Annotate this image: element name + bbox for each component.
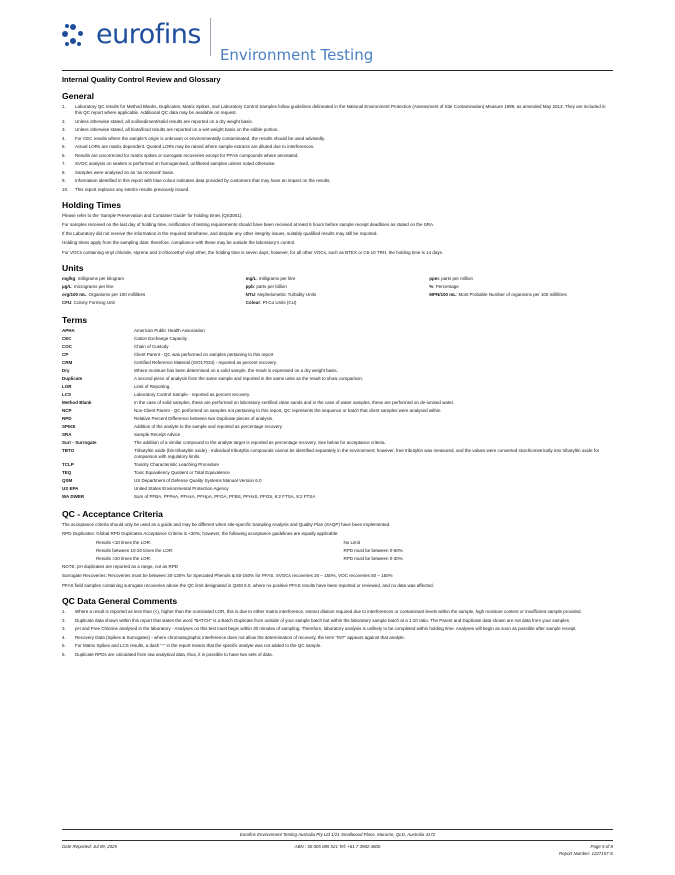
table-row: TCLP Toxicity Characteristic Leaching Procedure <box>62 462 220 468</box>
holding-times-paragraph: For samples received on the last day of holding time, notification of testing requirements should have been received at least 6 hours before sample receipt deadlines as stated on the SRA. <box>62 222 435 228</box>
list-item: 5. Actual LORs are matrix dependent. Quoted LORs may be raised where sample extracts are diluted due to interferences. <box>62 144 315 150</box>
qc-rpd-line: RPD Duplicates: Global RPD Duplicates Acceptance Criteria is <30%; however, the following acceptance guidelines are equally applicable: <box>62 531 339 537</box>
table-row: Duplicate A second piece of analysis from the same sample and reported in the same units as the result to show comparison. <box>62 376 364 382</box>
table-row: WA DWER Sum of PFBA, PFPeA, PFHxA, PFHpA, PFOA, PFBS, PFHxS, PFOS, 6:2 FTSA, 8:2 FTSA <box>62 494 316 500</box>
qc-note: PFAS field samples containing surrogate recoveries above the QC limit designated in QSM 6.0, where no positive PFAS results have been reported or reviewed, and no data was affected. <box>62 582 434 588</box>
table-row: QSM US Department of Defense Quality Systems Manual Version 6.0 <box>62 478 262 484</box>
section-heading-units: Units <box>62 263 84 274</box>
table-row: SPIKE Addition of the analyte to the sample and reported as percentage recovery. <box>62 423 283 429</box>
list-item: 8. Samples were analysed on an 'as received' basis. <box>62 169 175 175</box>
unit-entry: Colour: Pt-Co Units (CU) <box>245 300 297 306</box>
unit-entry: org/100 mL: Organisms per 100 millilitres <box>62 292 146 298</box>
general-list <box>62 104 613 193</box>
table-row: TEQ Toxic Equivalency Quotient or Total Equivalence <box>62 470 230 476</box>
holding-times-paragraph: For VOCs containing vinyl chloride, styrene and 2-chloroethyl vinyl ether, the holding time is seven days; however, for all other VOCs, such as BTEX or C6-10 TRH, the holding time is 14 days. <box>62 249 444 255</box>
list-item: 1. Where a result is reported as less than (<), higher than the nominated LOR, this is due to either matrix interference, extract dilution required due to interferences or contaminant levels within the sample, high moisture content or insufficient sample provided. <box>62 609 582 615</box>
list-item: 1. Laboratory QC results for Method Blanks, Duplicates, Matrix Spikes, and Laboratory Control Samples follow guidelines delineated in the National Environment Protection (Assessment of Site Contamination) Measure 1999, as amended May 2013. They are included in this QC report where applicable. Additional QC data may be available on request. <box>62 104 606 116</box>
qc-note: Surrogate Recoveries: Recoveries must be between 20-130% for Speciated Phenols & 50-150% for PFAS. SVOCs recoveries 20 – 150%, VOC recoveries 50 – 150% <box>62 573 393 579</box>
qc-note: NOTE: pH duplicates are reported as a range, not as RPD <box>62 564 179 570</box>
list-item: 9. Information identified in this report with blue colour indicates data provided by customers that may have an impact on the results. <box>62 178 331 184</box>
table-row: TBTO Tributyltin oxide (bis-tributyltin oxide) - Individual tributyltin compounds cannot be identified separately in the environment; however, free tributyltin was measured, and the values were converted stoichiometrically into tributyltin oxide for comparison with regulatory limits. <box>62 447 600 460</box>
table-row: LCS Laboratory Control Sample - reported as percent recovery. <box>62 392 251 398</box>
footer-spacer-center <box>192 850 483 857</box>
list-item: 5. For Matrix Spikes and LCS results, a dash "-" in the report means that the specific analyte was not added to the QC sample. <box>62 643 322 649</box>
unit-entry: MPN/100 mL: Most Probable Number of organisms per 100 millilitres <box>429 292 567 298</box>
footer-spacer <box>62 850 192 857</box>
holding-times-paragraph: Holding times apply from the sampling date; therefore, compliance with these may be outside the laboratory's control. <box>62 240 296 246</box>
unit-entry: mg/kg: milligrams per kilogram <box>62 276 125 282</box>
table-row: CEC Cation Exchange Capacity <box>62 336 188 342</box>
qc-criteria-row: Results between 10-20 times the LOR: RPD must be between 0-50% <box>96 548 403 554</box>
qc-criteria-row: Results <10 times the LOR: No Limit <box>96 540 361 546</box>
section-heading-qc-acceptance: QC - Acceptance Criteria <box>62 509 163 520</box>
footer-company: Eurofins Environment Testing Australia Pty Ltd 1/21 Smallwood Place, Murarrie, QLD, Australia 4172 <box>239 831 436 837</box>
qc-comments-list <box>62 609 613 658</box>
table-row: US EPA United States Environmental Protection Agency <box>62 486 229 492</box>
unit-entry: NTU: Nephelometric Turbidity Units <box>245 292 317 298</box>
list-item: 7. SVOC analysis on sealers is performed on homogenised, unfiltered samples unless noted otherwise. <box>62 161 276 167</box>
section-heading-general: General <box>62 91 95 101</box>
footer-report-number: Report Number: 1227157-S <box>559 850 613 856</box>
section-heading-terms: Terms <box>62 315 88 326</box>
footer-date-reported: Date Reported: Jul 09, 2025 <box>62 843 117 849</box>
table-row: RPD Relative Percent Difference between two Duplicate pieces of analysis. <box>62 415 274 421</box>
list-item: 3. Unless otherwise stated, all biota/food results are reported on a wet weight basis on the edible portion. <box>62 127 279 133</box>
header-rule <box>62 70 613 71</box>
table-row: Surr - Surrogate The addition of a similar compound to the analyte target is reported as percentage recovery. See below for acceptance criteria. <box>62 439 386 445</box>
list-item: 2. Unless otherwise stated, all soil/sediment/solid results are reported on a dry weight basis. <box>62 118 253 124</box>
table-row: CP Client Parent - QC was performed on samples pertaining to this report <box>62 352 274 358</box>
footer-rule-top <box>62 829 613 830</box>
brand-header <box>62 18 613 66</box>
section-heading-qc-comments: QC Data General Comments <box>62 596 178 607</box>
table-row: SRA Sample Receipt Advice <box>62 431 181 437</box>
page-title: Internal Quality Control Review and Glossary <box>62 75 221 84</box>
qc-criteria-row: Results >20 times the LOR: RPD must be between 0-30% <box>96 556 403 562</box>
holding-times-paragraph: Please refer to the 'Sample Preservation and Container Guide' for holding times (QS3001). <box>62 212 243 218</box>
table-row: COC Chain of Custody <box>62 344 169 350</box>
footer-report-row <box>62 850 613 857</box>
brand-tagline: Environment Testing <box>219 46 374 64</box>
list-item: 3. pH and Free Chlorine analysed in the laboratory - Analyses on this test must begin within 30 minutes of sampling. Therefore, laboratory analysis is unlikely to be completed within holding time. Analyses will begin as soon as possible after sample receipt. <box>62 626 577 632</box>
footer-abn: ABN : 50 005 085 521 Tel: +61 7 3902 4600 <box>294 843 381 849</box>
footer-meta-row <box>62 843 613 850</box>
table-row: NCP Non-Client Parent - QC performed on samples not pertaining to this report, QC represents the sequence or batch that client samples were analysed within. <box>62 408 442 413</box>
qc-acceptance-intro: The acceptance criteria should only be used as a guide and may be different when site-specific Sampling Analysis and Quality Plan (SAQP) have been implemented. <box>62 522 391 528</box>
table-row: APHA American Public Health Association <box>62 328 205 334</box>
list-item: 10. This report replaces any interim results previously issued. <box>62 186 190 192</box>
unit-entry: ppb: parts per billion <box>245 284 287 290</box>
list-item: 4. For CEC results where the sample's origin is unknown or environmentally contaminated, the results should be used advisedly. <box>62 135 326 141</box>
terms-table <box>62 328 613 502</box>
table-row: Method Blank In the case of solid samples, these are performed on laboratory-certified clean sands and in the case of water samples, these are performed on de-ionised water. <box>62 400 455 406</box>
list-item: 6. Duplicate RPDs are calculated from raw analytical data, thus, it is possible to have two sets of data. <box>62 651 273 657</box>
footer-rule-bottom <box>62 840 613 841</box>
logo-divider <box>210 18 211 56</box>
unit-entry: %: Percentage <box>429 284 459 290</box>
list-item: 4. Recovery Data (Spikes & Surrogates) - where chromatographic interference does not allow the determination of recovery, the term "INT" appears against that analyte. <box>62 634 406 640</box>
footer-page-number: Page 5 of 8 <box>590 843 613 849</box>
unit-entry: mg/L: milligrams per litre <box>245 276 296 282</box>
table-row: LOR Limit of Reporting. <box>62 384 171 390</box>
eurofins-logo-icon <box>62 22 92 52</box>
unit-entry: µg/L: micrograms per litre <box>62 284 114 290</box>
table-row: CRM Certified Reference Material (ISO17034) - reported as percent recovery. <box>62 360 277 366</box>
page-footer <box>62 829 613 857</box>
brand-name: eurofins <box>96 19 201 50</box>
table-row: Dry Where moisture has been determined on a solid sample, the result is expressed on a dry weight basis. <box>62 368 338 374</box>
holding-times-paragraph: If the Laboratory did not receive the information in the required timeframe, and despite any other integrity issues, suitably qualified results may still be reported. <box>62 231 378 237</box>
list-item: 2. Duplicate data shown within this report that states the word "BATCH" is a Batch Duplicate from outside of your sample batch but within the laboratory sample batch at a 1:10 ratio. The Parent and Duplicate data shown are not data from your samples. <box>62 617 571 623</box>
section-heading-holding-times: Holding Times <box>62 199 122 210</box>
unit-entry: ppm: parts per million <box>429 276 474 282</box>
page-content <box>62 18 613 660</box>
list-item: 6. Results are uncorrected for matrix spikes or surrogate recoveries except for PFAS compounds where annotated. <box>62 152 299 158</box>
unit-entry: CFU: Colony Forming Unit <box>62 300 115 306</box>
units-grid <box>62 276 613 308</box>
